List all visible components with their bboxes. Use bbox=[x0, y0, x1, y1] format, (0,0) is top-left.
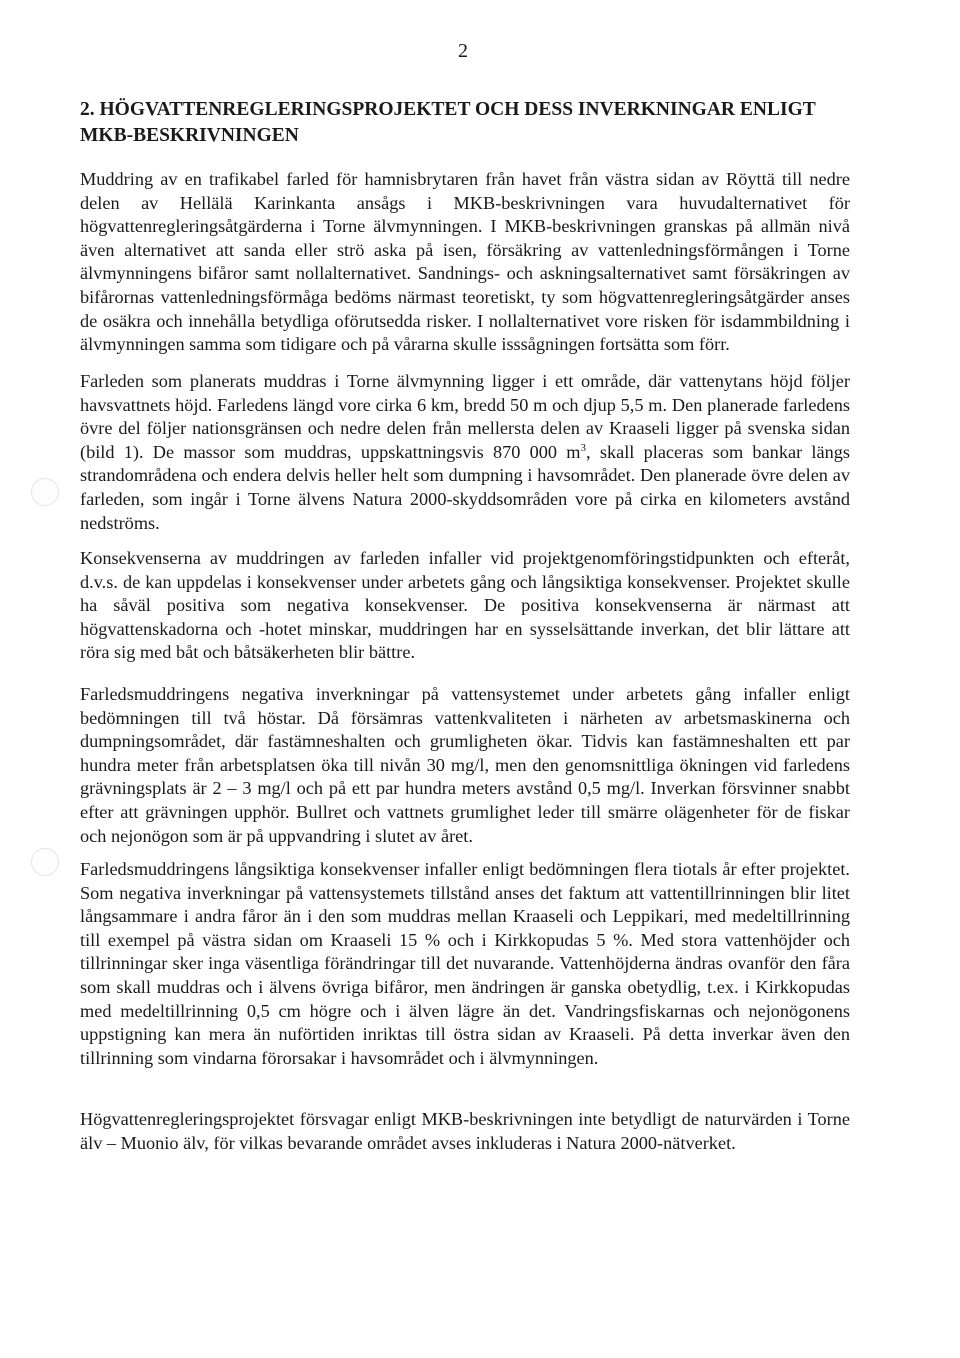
punch-hole bbox=[31, 848, 59, 876]
punch-hole bbox=[31, 478, 59, 506]
superscript: 3 bbox=[580, 441, 587, 454]
section-heading: 2. HÖGVATTENREGLERINGSPROJEKTET OCH DESS INVERKNINGAR ENLIGT MKB-BESKRIVNINGEN bbox=[80, 99, 816, 146]
paragraph-text: Farleden som planerats muddras i Torne älvmynning ligger i ett område, där vattenytans höjd följer havsvattnets höjd. Farledens längd vore cirka 6 km, bredd 50 m och djup 5,5 m. Den planerade farledens övre del följer nationsgränsen och nedre delen från mellersta delen av Kraaseli ligger på svenska sidan (bild 1). De massor som muddras, uppskattningsvis 870 000 m bbox=[80, 371, 850, 462]
paragraph-consequences: Konsekvenserna av muddringen av farleden infaller vid projektgenomföringstidpunkten och efteråt, d.v.s. de kan uppdelas i konsekvenser under arbetets gång och långsiktiga konsekvenser. Projektet skulle ha såväl positiva som negativa konsekvenser. De positiva konsekvenserna är närmast att högvattenskadorna och -hotet minskar, muddringen har en sysselsättande inverkan, det blir lättare att röra sig med båt och båtsäkerheten blir bättre. bbox=[80, 548, 850, 663]
paragraph-text: , skall placeras som bankar längs strandområdena och endera delvis heller helt som dumpning i havsområdet. Den planerade övre delen av farleden, som ingår i Torne älvens Natura 2000-skyddsområden vore på cirka en kilometers avstånd nedströms. bbox=[80, 441, 850, 533]
paragraph-dredging-alternatives: Muddring av en trafikabel farled för hamnisbrytaren från havet från västra sidan av Röyttä till nedre delen av Hellälä Karinkanta ansågs i MKB-beskrivningen vara huvudalternativet för högvattenregleringsåtgärderna i Torne älvmynningen. I MKB-beskrivningen granskas på allmän nivå även alternativet att sanda eller strö aska på isen, försäkring av vattenledningsförmången i Torne älvmynningens bifåror samt nollalternativet. Sandnings- och askningsalternativet samt försäkringen av bifårornas vattenledningsförmåga bedöms närmast teoretiskt, ty som högvattenregleringsåtgärder anses de osäkra och innehålla betydliga oförutsedda risker. I nollalternativet vore risken för isdammbildning i älvmynningen samma som tidigare och på vårarna skulle isssågningen fortsätta som förr. bbox=[80, 169, 850, 355]
paragraph-negative-effects: Farledsmuddringens negativa inverkningar på vattensystemet under arbetets gång infaller enligt bedömningen till två höstar. Då försämras vattenkvaliteten i närheten av arbetsmaskinerna och dumpningsområdet, där fastämneshalten och grumligheten ökar. Tidvis kan fastämneshalten ett par hundra meter från arbetsplatsen öka till nivån 30 mg/l, men den genomsnittliga ökningen vid farledens grävningsplats är 2 – 3 mg/l och på ett par hundra meters avstånd 0,5 mg/l. Inverkan försvinner snabbt efter att grävningen upphör. Bullret och vattnets grumlighet leder till smärre olägenheter för de fiskar och nejonögon som är på uppvandring i slutet av året. bbox=[80, 684, 850, 846]
paragraph-long-term-effects: Farledsmuddringens långsiktiga konsekvenser infaller enligt bedömningen flera tiotals år efter projektet. Som negativa inverkningar på vattensystemets tillstånd anses det faktum att vattentillrinningen blir litet långsammare i andra fåror än i den som muddras mellan Kraaseli och Leppikari, med medeltillrinning till exempel på västra sidan om Kraaseli 15 % och i Kirkkopudas 5 %. Med stora vattenhöjder och tillrinningar sker inga väsentliga förändringar till det nuvarande. Vattenhöjderna ändras ovanför den fåra som skall muddras och i älvens övriga bifåror, men ändringen är ganska obetydlig, t.ex. i Kirkkopudas med medeltillrinning 0,5 cm högre och i älven lägre än det. Vandringsfiskarnas och nejonögonens uppstigning kan mera än nuförtiden inriktas till östra sidan av Kraaseli. På detta inverkar även den tillrinning som vindarna förorsakar i havsområdet och i älvmynningen. bbox=[80, 859, 850, 1068]
paragraph-natura-conclusion: Högvattenregleringsprojektet försvagar enligt MKB-beskrivningen inte betydligt de naturvärden i Torne älv – Muonio älv, för vilkas bevarande området avses inkluderas i Natura 2000-nätverket. bbox=[80, 1109, 850, 1153]
page-number: 2 bbox=[458, 40, 468, 62]
paragraph-fairway-description bbox=[80, 370, 850, 535]
